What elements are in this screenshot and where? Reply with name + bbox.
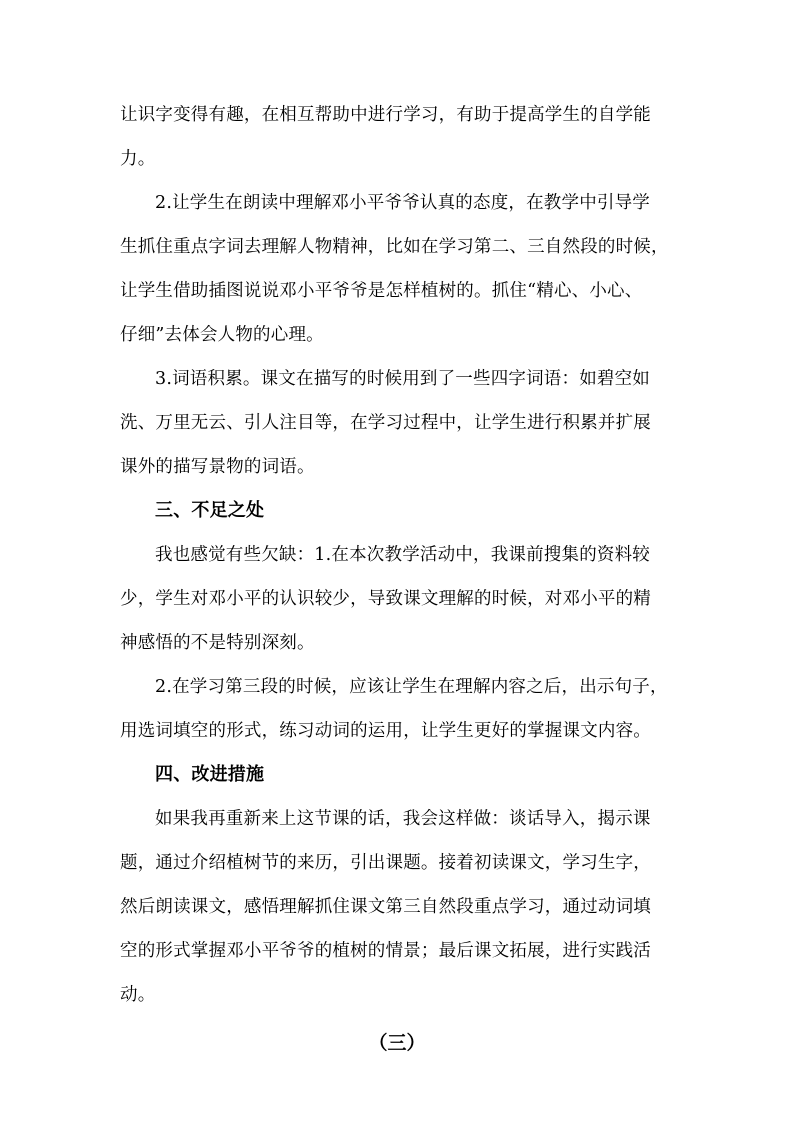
paragraph-line: 课外的描写景物的词语。 — [120, 457, 315, 477]
paragraph-line: 如果我再重新来上这节课的话，我会这样做：谈话导入，揭示课 — [155, 809, 651, 829]
section-heading: 三、不足之处 — [155, 500, 265, 521]
section-heading: 四、改进措施 — [155, 764, 265, 785]
paragraph-line: 动。 — [120, 985, 156, 1005]
paragraph-line: 2.让学生在朗读中理解邓小平爷爷认真的态度，在教学中引导学 — [155, 193, 650, 213]
section-number: （三） — [368, 1032, 426, 1054]
paragraph-line: 2.在学习第三段的时候，应该让学生在理解内容之后，出示句子， — [155, 677, 668, 697]
paragraph-line: 然后朗读课文，感悟理解抓住课文第三自然段重点学习，通过动词填 — [120, 897, 651, 917]
paragraph-line: 让识字变得有趣，在相互帮助中进行学习，有助于提高学生的自学能 — [120, 105, 651, 125]
paragraph-line: 力。 — [120, 149, 156, 169]
paragraph-line: 让学生借助插图说说邓小平爷爷是怎样植树的。抓住“精心、小心、 — [120, 281, 643, 301]
paragraph-line: 题，通过介绍植树节的来历，引出课题。接着初读课文，学习生字， — [120, 853, 651, 873]
paragraph-line: 少，学生对邓小平的认识较少，导致课文理解的时候，对邓小平的精 — [120, 589, 651, 609]
paragraph-line: 3.词语积累。课文在描写的时候用到了一些四字词语：如碧空如 — [155, 369, 650, 389]
paragraph-line: 我也感觉有些欠缺：1.在本次教学活动中，我课前搜集的资料较 — [155, 545, 650, 565]
paragraph-line: 神感悟的不是特别深刻。 — [120, 633, 315, 653]
paragraph-line: 用选词填空的形式，练习动词的运用，让学生更好的掌握课文内容。 — [120, 721, 651, 741]
paragraph-line: 空的形式掌握邓小平爷爷的植树的情景；最后课文拓展，进行实践活 — [120, 941, 651, 961]
paragraph-line: 仔细”去体会人物的心理。 — [120, 325, 324, 345]
paragraph-line: 生抓住重点字词去理解人物精神，比如在学习第二、三自然段的时候， — [120, 237, 669, 257]
paragraph-line: 洗、万里无云、引人注目等，在学习过程中，让学生进行积累并扩展 — [120, 413, 651, 433]
